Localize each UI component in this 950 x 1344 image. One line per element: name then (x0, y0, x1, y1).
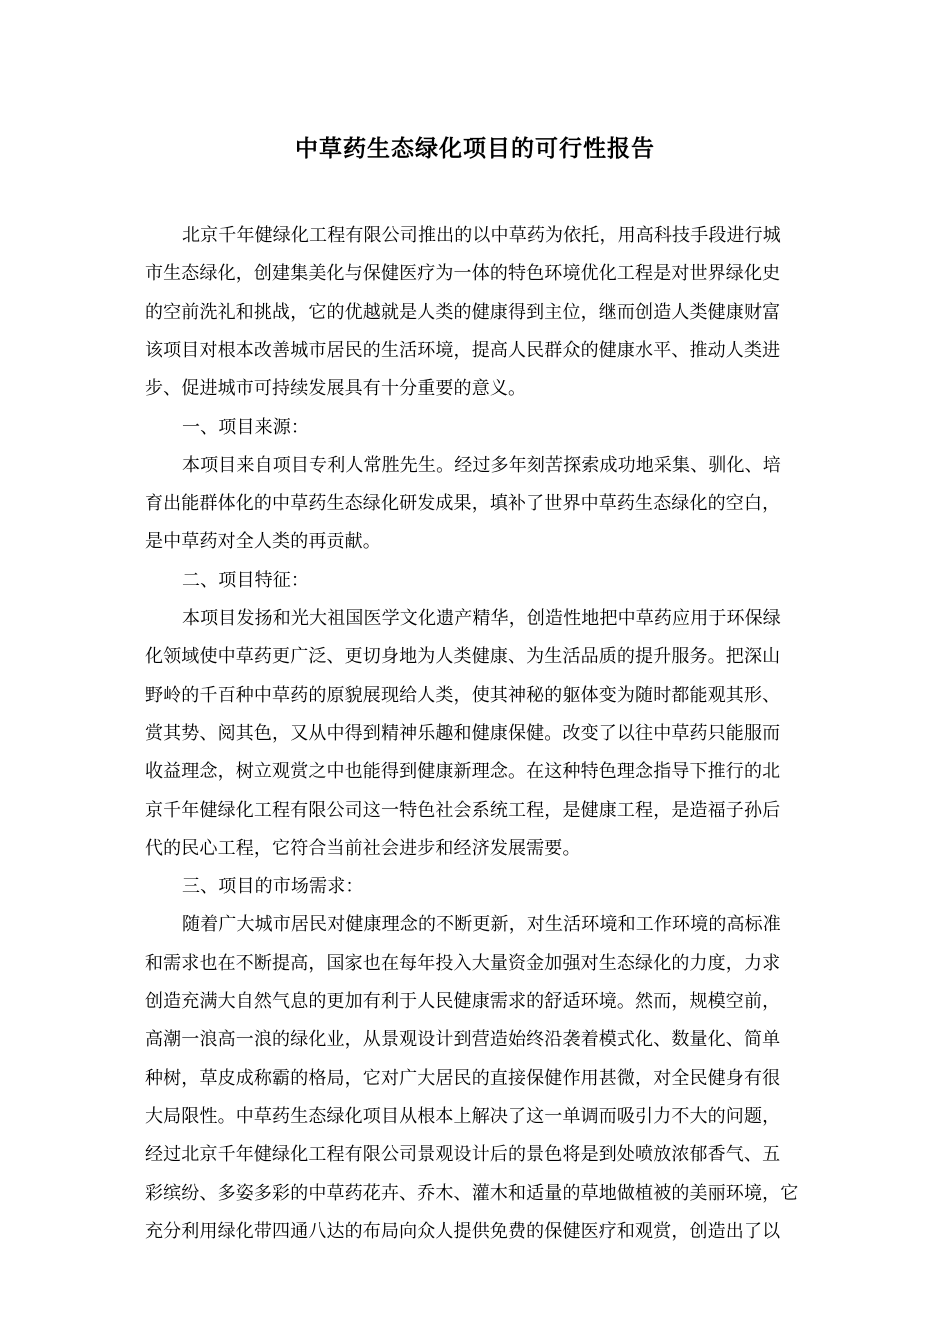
body-line: 京千年健绿化工程有限公司这一特色社会系统工程，是健康工程，是造福子孙后 (145, 799, 781, 821)
body-line: 北京千年健绿化工程有限公司推出的以中草药为依托，用高科技手段进行城 (182, 225, 781, 246)
body-line: 三、项目的市场需求： (182, 876, 364, 898)
body-line: 的空前洗礼和挑战，它的优越就是人类的健康得到主位，继而创造人类健康财富 (145, 301, 781, 323)
body-line: 该项目对根本改善城市居民的生活环境，提高人民群众的健康水平、推动人类进 (145, 339, 781, 361)
document-title: 中草药生态绿化项目的可行性报告 (295, 136, 655, 162)
body-line: 经过北京千年健绿化工程有限公司景观设计后的景色将是到处喷放浓郁香气、五 (145, 1144, 781, 1166)
body-line: 二、项目特征： (182, 569, 310, 591)
body-line: 彩缤纷、多姿多彩的中草药花卉、乔木、灌木和适量的草地做植被的美丽环境，它 (145, 1182, 799, 1204)
body-line: 充分利用绿化带四通八达的布局向众人提供免费的保健医疗和观赏，创造出了以 (145, 1220, 781, 1242)
body-line: 育出能群体化的中草药生态绿化研发成果，填补了世界中草药生态绿化的空白， (145, 493, 781, 515)
body-line: 市生态绿化，创建集美化与保健医疗为一体的特色环境优化工程是对世界绿化史 (145, 263, 781, 285)
body-line: 代的民心工程，它符合当前社会进步和经济发展需要。 (145, 837, 581, 859)
body-line: 创造充满大自然气息的更加有利于人民健康需求的舒适环境。然而，规模空前， (145, 991, 781, 1012)
body-line: 化领域使中草药更广泛、更切身地为人类健康、为生活品质的提升服务。把深山 (145, 646, 781, 668)
body-line: 野岭的千百种中草药的原貌展现给人类，使其神秘的躯体变为随时都能观其形、 (145, 684, 781, 706)
body-line: 是中草药对全人类的再贡献。 (145, 531, 381, 553)
body-line: 种树，草皮成称霸的格局，它对广大居民的直接保健作用甚微，对全民健身有很 (145, 1067, 781, 1089)
body-line: 一、项目来源： (182, 416, 310, 438)
body-line: 赏其势、阅其色，又从中得到精神乐趣和健康保健。改变了以往中草药只能服而 (145, 722, 781, 744)
body-line: 高潮一浪高一浪的绿化业，从景观设计到营造始终沿袭着模式化、数量化、简单 (145, 1029, 781, 1051)
body-line: 本项目来自项目专利人常胜先生。经过多年刻苦探索成功地采集、驯化、培 (182, 454, 781, 476)
body-line: 收益理念，树立观赏之中也能得到健康新理念。在这种特色理念指导下推行的北 (145, 761, 781, 783)
body-line: 随着广大城市居民对健康理念的不断更新，对生活环境和工作环境的高标准 (182, 914, 781, 936)
body-line: 本项目发扬和光大祖国医学文化遗产精华，创造性地把中草药应用于环保绿 (182, 608, 781, 629)
body-line: 步、促进城市可持续发展具有十分重要的意义。 (145, 378, 527, 400)
body-line: 和需求也在不断提高，国家也在每年投入大量资金加强对生态绿化的力度，力求 (145, 952, 781, 974)
body-line: 大局限性。中草药生态绿化项目从根本上解决了这一单调而吸引力不大的问题， (145, 1105, 781, 1127)
